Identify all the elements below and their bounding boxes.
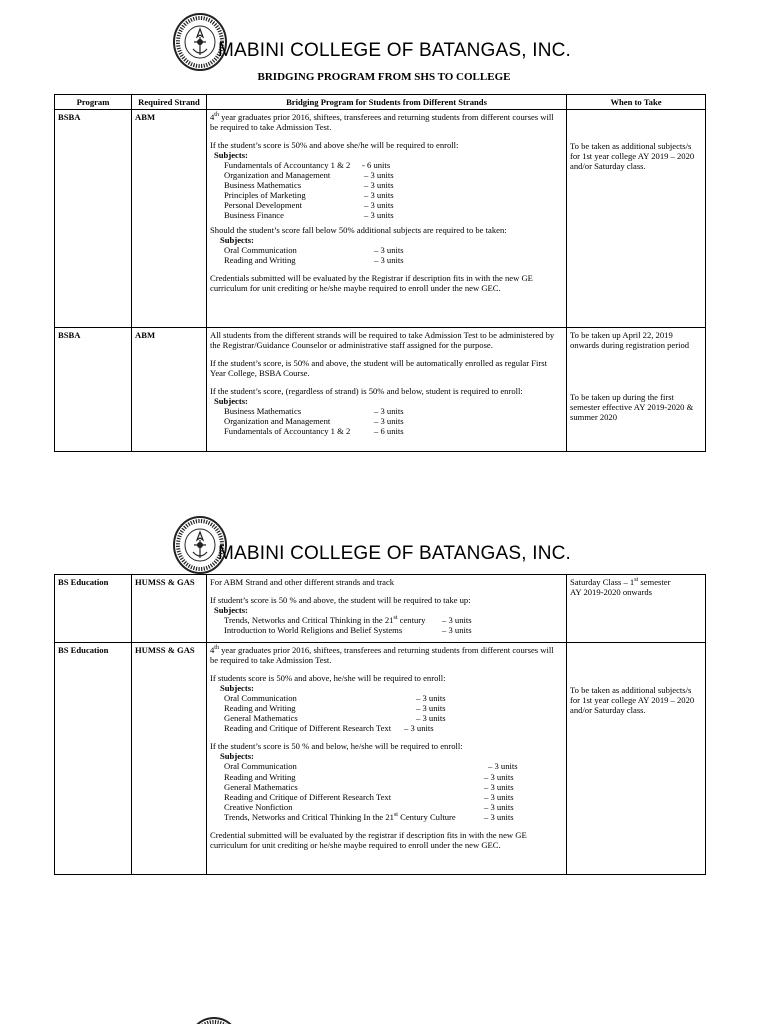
when-text: AY 2019-2020 onwards [570, 587, 652, 598]
list-item: Oral Communication – 3 units [224, 693, 446, 704]
intro-text: 4th year graduates prior 2016, shiftees, transferees and returning students from different courses will be required to take Admission Test. [210, 112, 554, 133]
when-text: To be taken up April 22, 2019 onwards during registration period [570, 330, 690, 351]
list-item: Introduction to World Religions and Belief Systems – 3 units [224, 625, 472, 636]
col-header-program: Program [55, 95, 132, 110]
page-header-3 [0, 1016, 768, 1024]
list-item: Reading and Writing – 3 units [224, 703, 446, 714]
col-header-bridging: Bridging Program for Students from Different Strands [207, 95, 567, 110]
note-text: Credential submitted will be evaluated by the registrar if description fits in with the new GE curriculum for unit crediting or he/she maybe required to enroll under the new GEC. [210, 829, 527, 850]
list-item: General Mathematics – 3 units [224, 713, 446, 724]
condition-text: If the student’s score, is 50% and above, the student will be automatically enrolled as regular First Year College, BSBA Course. [210, 358, 547, 379]
list-item: Trends, Networks and Critical Thinking in the 21st century – 3 units [224, 615, 472, 626]
list-item: Reading and Critique of Different Research Text – 3 units [224, 791, 514, 802]
bridging-table-1 [54, 94, 706, 452]
college-name: MABINI COLLEGE OF BATANGAS, INC. [218, 40, 572, 61]
list-item: Organization and Management – 3 units [224, 416, 404, 427]
list-item: Oral Communication – 3 units [224, 244, 404, 255]
col-header-strand: Required Strand [132, 95, 207, 110]
subjects-label: Subjects: [214, 396, 248, 407]
when-text: To be taken up during the first semester effective AY 2019-2020 & summer 2020 [570, 392, 694, 423]
bridging-cell [207, 110, 567, 328]
list-item: Business Finance – 3 units [224, 210, 394, 221]
intro-text: For ABM Strand and other different strands and track [210, 577, 395, 587]
subjects-label: Subjects: [220, 234, 254, 245]
list-item: Principles of Marketing – 3 units [224, 190, 394, 201]
table-row [55, 575, 706, 643]
when-text: To be taken as additional subjects/s for 1st year college AY 2019 – 2020 and/or Saturday class. [570, 685, 695, 716]
program-cell: BSBA [55, 110, 132, 328]
condition-text: If the student’s score, (regardless of strand) is 50% and below, student is required to enroll: [210, 386, 523, 397]
program-cell: BSBA [55, 328, 132, 452]
college-name: MABINI COLLEGE OF BATANGAS, INC. [218, 543, 572, 564]
condition-text: Should the student’s score fall below 50% additional subjects are required to be taken: [210, 224, 507, 235]
list-item: General Mathematics – 3 units [224, 781, 514, 792]
list-item: Fundamentals of Accountancy 1 & 2 – 6 units [224, 426, 404, 437]
list-item: Oral Communication – 3 units [224, 761, 518, 772]
list-item: Creative Nonfiction – 3 units [224, 801, 514, 812]
condition-text: If students score is 50% and above, he/she will be required to enroll: [210, 673, 446, 684]
bridging-cell [207, 328, 567, 452]
subjects-label: Subjects: [220, 751, 254, 762]
bridging-table-2 [54, 574, 706, 875]
strand-cell: ABM [132, 328, 207, 452]
page-header-2 [0, 515, 768, 575]
program-cell: BS Education [55, 575, 132, 643]
list-item: Business Mathematics – 3 units [224, 406, 404, 417]
list-item: Reading and Writing – 3 units [224, 771, 514, 782]
subjects-label: Subjects: [214, 605, 248, 616]
intro-text: 4th year graduates prior 2016, shiftees, transferees and returning students from different courses will be required to take Admission Test. [210, 645, 554, 666]
col-header-when: When to Take [567, 95, 706, 110]
when-cell [567, 110, 706, 328]
strand-cell: ABM [132, 110, 207, 328]
list-item: Trends, Networks and Critical Thinking In the 21st Century Culture – 3 units [224, 811, 514, 822]
page-header-1 [0, 12, 768, 72]
condition-text: If the student’s score is 50 % and below, he/she will be required to enroll: [210, 741, 463, 752]
list-item: Personal Development – 3 units [224, 200, 394, 211]
table-header-row [55, 95, 706, 110]
strand-cell: HUMSS & GAS [132, 643, 207, 875]
list-item: Fundamentals of Accountancy 1 & 2 - 6 units [224, 160, 391, 171]
strand-cell: HUMSS & GAS [132, 575, 207, 643]
document-title: BRIDGING PROGRAM FROM SHS TO COLLEGE [257, 71, 511, 83]
college-seal-icon [186, 1016, 242, 1024]
when-text: Saturday Class – 1st semester [570, 577, 671, 587]
bridging-cell [207, 643, 567, 875]
when-cell [567, 643, 706, 875]
when-text: To be taken as additional subjects/s for 1st year college AY 2019 – 2020 and/or Saturday class. [570, 141, 695, 172]
subjects-label: Subjects: [220, 683, 254, 694]
subjects-label: Subjects: [214, 150, 248, 161]
table-row [55, 643, 706, 875]
note-text: Credentials submitted will be evaluated by the Registrar if description fits in with the new GE curriculum for unit crediting or he/she maybe required to enroll under the new GEC. [210, 272, 533, 293]
when-cell [567, 328, 706, 452]
when-cell [567, 575, 706, 643]
bridging-cell [207, 575, 567, 643]
intro-text: All students from the different strands will be required to take Admission Test to be administered by the Registrar/Guidance Counselor or administrative staff assigned for the purpose. [210, 330, 555, 351]
list-item: Reading and Critique of Different Research Text – 3 units [224, 723, 434, 734]
table-row [55, 110, 706, 328]
program-cell: BS Education [55, 643, 132, 875]
list-item: Reading and Writing – 3 units [224, 254, 404, 265]
condition-text: If student’s score is 50 % and above, the student will be required to take up: [210, 595, 471, 606]
condition-text: If the student’s score is 50% and above she/he will be required to enroll: [210, 140, 459, 151]
table-row [55, 328, 706, 452]
list-item: Business Mathematics – 3 units [224, 180, 394, 191]
list-item: Organization and Management – 3 units [224, 170, 394, 181]
